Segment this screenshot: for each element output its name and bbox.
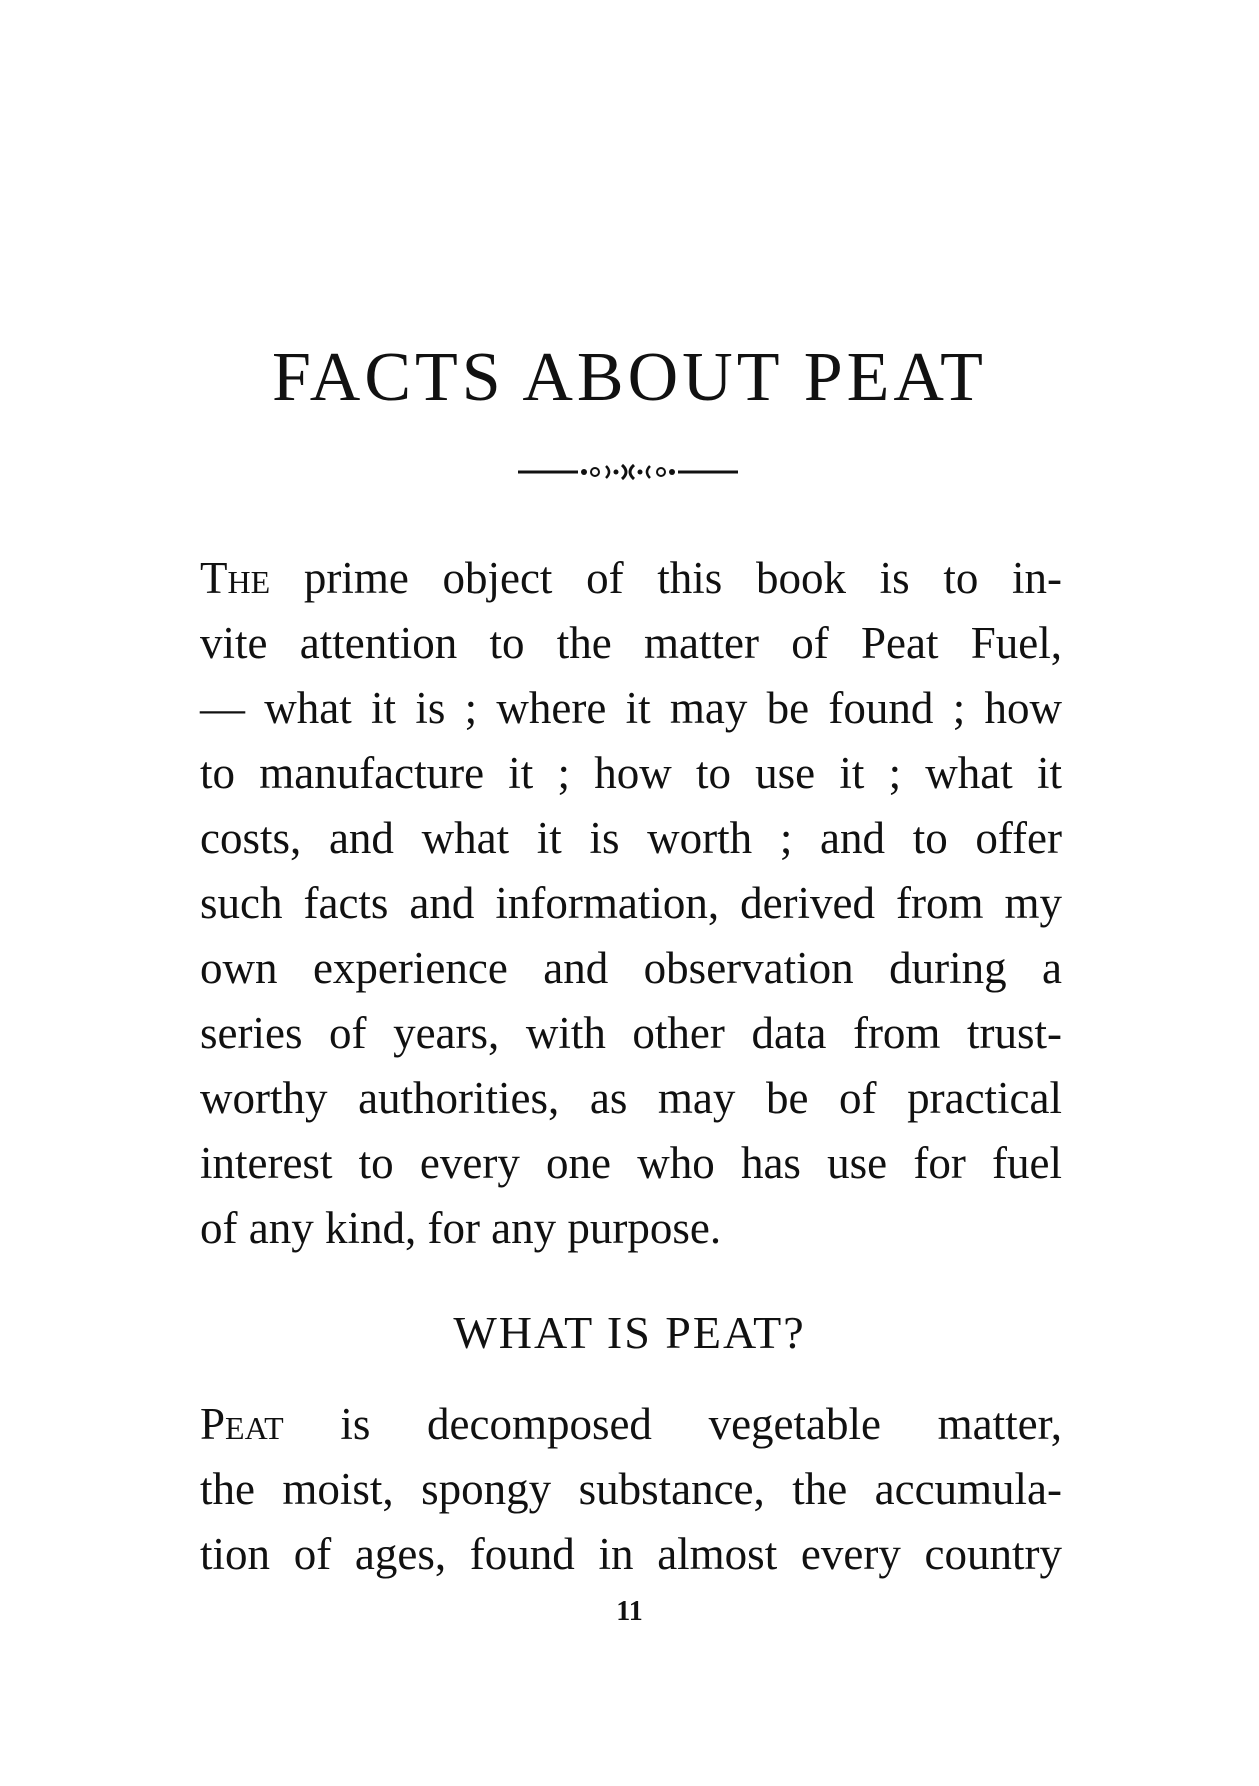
definition-paragraph xyxy=(200,1392,1062,1587)
intro-line-10: interest to every one who has use for fuel xyxy=(200,1138,1062,1188)
definition-line-1-text: is decomposed vegetable matter, xyxy=(283,1399,1062,1449)
definition-lead-word: Peat xyxy=(200,1399,284,1449)
intro-line-3: — what it is ; where it may be found ; how xyxy=(200,683,1062,733)
definition-line-2: the moist, spongy substance, the accumula- xyxy=(200,1464,1062,1514)
page-number: 11 xyxy=(616,1596,643,1627)
intro-line-2: vite attention to the matter of Peat Fuel, xyxy=(200,618,1062,668)
intro-line-1-text: prime object of this book is to in- xyxy=(270,553,1062,603)
definition-line-3: tion of ages, found in almost every country xyxy=(200,1529,1062,1579)
intro-line-5: costs, and what it is worth ; and to offer xyxy=(200,813,1062,863)
intro-line-8: series of years, with other data from trust- xyxy=(200,1008,1062,1058)
definition-line-1 xyxy=(200,1392,1062,1457)
intro-line-6: such facts and information, derived from my xyxy=(200,878,1062,928)
page-title: FACTS ABOUT PEAT xyxy=(272,339,987,416)
section-heading: WHAT IS PEAT? xyxy=(453,1307,806,1358)
intro-line-4: to manufacture it ; how to use it ; what it xyxy=(200,748,1062,798)
intro-lead-word: The xyxy=(200,553,271,603)
intro-line-1 xyxy=(200,546,1062,611)
intro-line-9: worthy authorities, as may be of practical xyxy=(200,1073,1062,1123)
intro-line-11: of any kind, for any purpose. xyxy=(200,1203,722,1253)
decorative-rule-ornament-icon xyxy=(518,460,738,484)
intro-line-7: own experience and observation during a xyxy=(200,943,1062,993)
intro-paragraph xyxy=(200,546,1062,1261)
